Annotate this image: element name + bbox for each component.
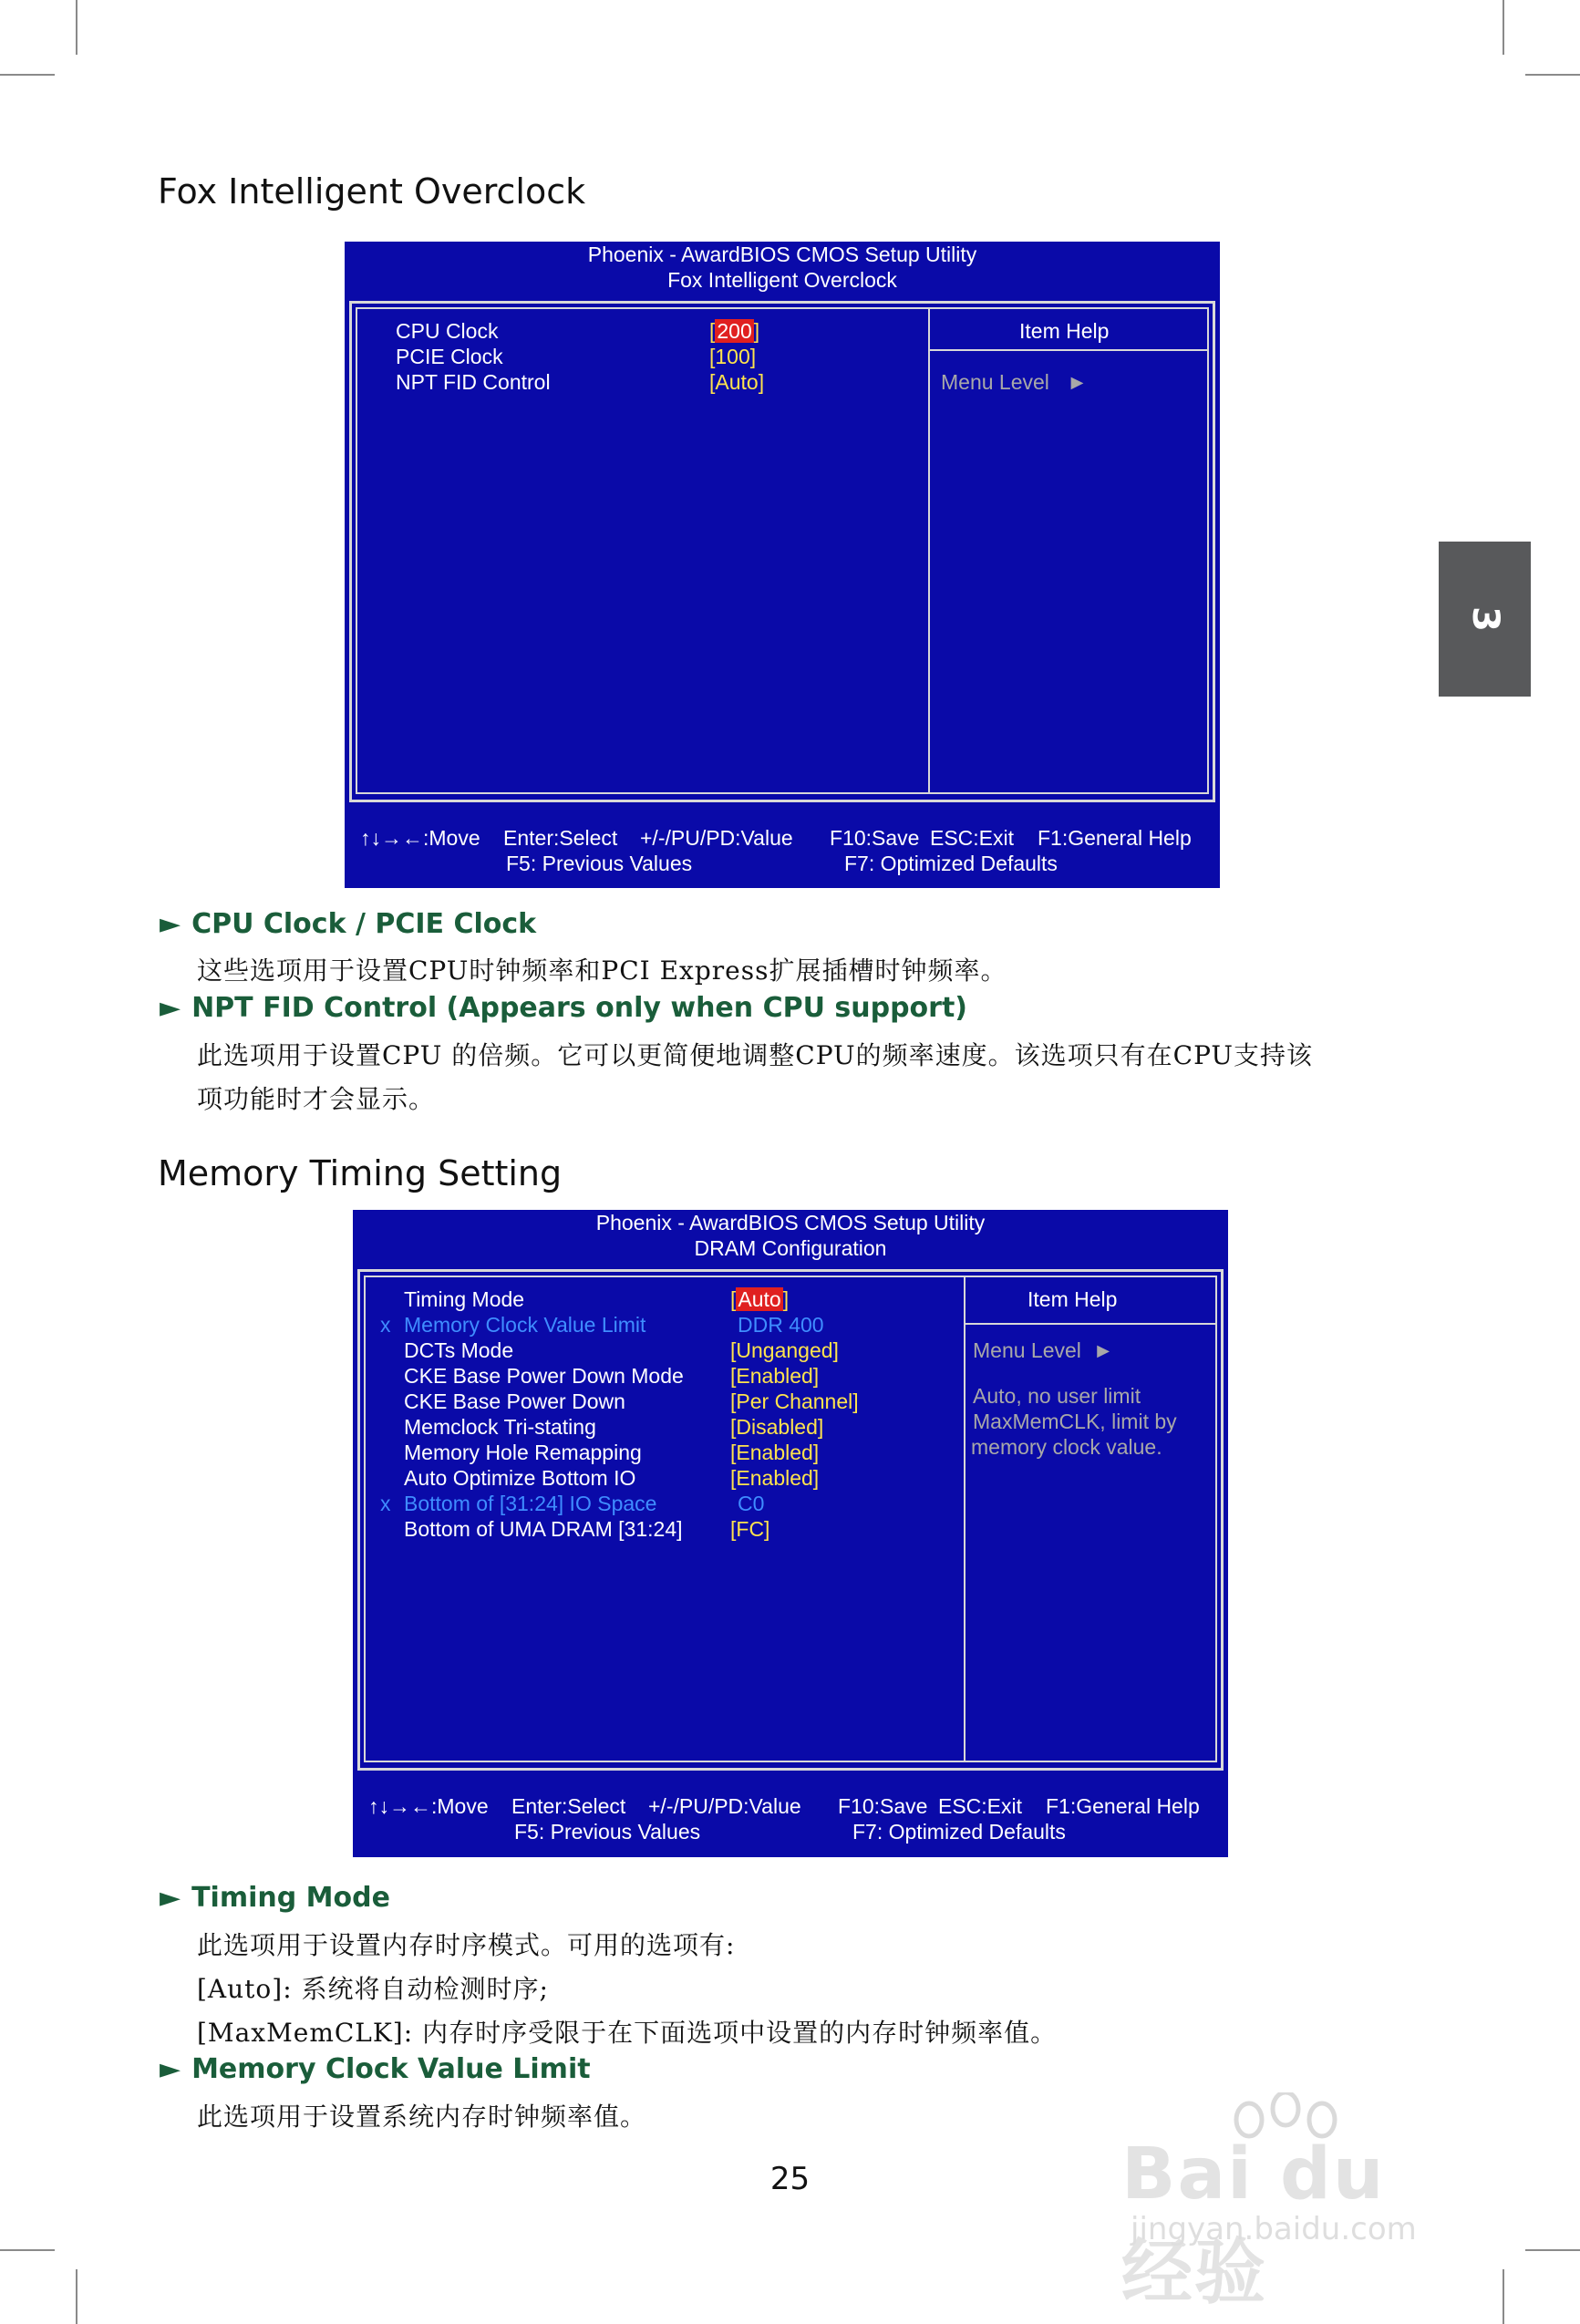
footer-enter: Enter:Select [511, 1794, 626, 1818]
desc-memory-clock-limit: 此选项用于设置系统内存时钟频率值。 [197, 2102, 647, 2132]
crop-mark [1525, 74, 1580, 76]
desc-npt-fid-2: 项功能时才会显示。 [197, 1084, 436, 1114]
heading-memory-clock-limit: ► Memory Clock Value Limit [160, 2053, 591, 2085]
desc-timing-3: [MaxMemCLK]: 内存时序受限于在下面选项中设置的内存时钟频率值。 [197, 2018, 1058, 2048]
bullet-arrow-icon: ► [160, 908, 181, 940]
footer-exit: ESC:Exit [930, 826, 1015, 850]
bios-item-label[interactable]: CKE Base Power Down Mode [404, 1364, 684, 1388]
bios-item-value[interactable]: [Unganged] [730, 1338, 839, 1362]
selected-value[interactable]: 200 [717, 319, 752, 343]
crop-mark [0, 2249, 55, 2251]
item-help-heading: Item Help [1028, 1287, 1118, 1311]
bios-item-label: Memory Clock Value Limit [404, 1313, 646, 1337]
bios-item-value[interactable]: [Enabled] [730, 1441, 820, 1464]
footer-enter: Enter:Select [503, 826, 618, 850]
bios-header-subtitle: DRAM Configuration [694, 1236, 887, 1260]
section-title-memory: Memory Timing Setting [158, 1153, 563, 1193]
footer-previous: F5: Previous Values [506, 852, 693, 875]
heading-timing-mode: ► Timing Mode [160, 1882, 390, 1914]
bios-item-value[interactable]: [Enabled] [730, 1466, 820, 1490]
heading-npt-fid: ► NPT FID Control (Appears only when CPU support) [160, 992, 968, 1024]
footer-value: +/-/PU/PD:Value [640, 826, 793, 850]
footer-defaults: F7: Optimized Defaults [852, 1820, 1066, 1844]
bios-item-value[interactable]: [Auto] [709, 370, 765, 394]
help-text-line: MaxMemCLK, limit by [973, 1410, 1177, 1433]
crop-mark [76, 0, 77, 55]
footer-save: F10:Save [830, 826, 920, 850]
bios-item-label[interactable]: DCTs Mode [404, 1338, 514, 1362]
bios-item-value[interactable]: [FC] [730, 1517, 770, 1541]
footer-help: F1:General Help [1046, 1794, 1200, 1818]
crop-mark [1503, 0, 1504, 55]
baidu-watermark [1117, 2092, 1482, 2314]
bios-item-value[interactable]: [Auto] [730, 1287, 790, 1311]
help-text-line: memory clock value. [971, 1435, 1162, 1459]
footer-defaults: F7: Optimized Defaults [844, 852, 1058, 875]
menu-level-label: Menu Level ► [973, 1338, 1114, 1362]
footer-previous: F5: Previous Values [514, 1820, 701, 1844]
bullet-arrow-icon: ► [160, 992, 181, 1024]
desc-npt-fid-1: 此选项用于设置CPU 的倍频。它可以更简便地调整CPU的频率速度。该选项只有在CPU支持该 [197, 1040, 1314, 1070]
footer-move: ↑↓→←:Move [360, 826, 480, 850]
bios-item-label[interactable]: PCIE Clock [396, 345, 503, 368]
footer-value: +/-/PU/PD:Value [648, 1794, 801, 1818]
bios-item-value[interactable]: [Disabled] [730, 1415, 824, 1439]
crop-mark [1503, 2269, 1504, 2324]
bios-item-label[interactable]: Memory Hole Remapping [404, 1441, 642, 1464]
selected-value[interactable]: Auto [738, 1287, 781, 1311]
menu-level-label: Menu Level ► [941, 370, 1088, 394]
bios-help-divider [964, 1323, 1215, 1325]
bios-divider [928, 307, 930, 794]
bios-item-label[interactable]: Memclock Tri-stating [404, 1415, 596, 1439]
bios-item-value[interactable]: [200] [709, 319, 760, 343]
help-text-line: Auto, no user limit [973, 1384, 1141, 1408]
watermark-logo-text: Bai du 经验 [1121, 2133, 1386, 2314]
menu-level-arrow-icon: ► [1092, 1338, 1114, 1362]
footer-move: ↑↓→←:Move [368, 1794, 489, 1818]
watermark-url: jingyan.baidu.com [1131, 2211, 1417, 2247]
bios-item-label[interactable]: CKE Base Power Down [404, 1389, 625, 1413]
crop-mark [1525, 2249, 1580, 2251]
bios-header-title: Phoenix - AwardBIOS CMOS Setup Utility [595, 1211, 986, 1234]
disabled-marker: x [380, 1313, 391, 1337]
desc-timing-2: [Auto]: 系统将自动检测时序; [197, 1974, 549, 2004]
bullet-arrow-icon: ► [160, 2053, 181, 2085]
chapter-number: 3 [1463, 606, 1506, 632]
section-title-fox: Fox Intelligent Overclock [158, 171, 586, 212]
bios-item-value[interactable]: [100] [709, 345, 757, 368]
chapter-tab [1439, 542, 1531, 697]
bullet-arrow-icon: ► [160, 1882, 181, 1914]
item-help-heading: Item Help [1019, 319, 1110, 343]
disabled-marker: x [380, 1492, 391, 1515]
footer-exit: ESC:Exit [938, 1794, 1023, 1818]
bios-item-label[interactable]: Bottom of UMA DRAM [31:24] [404, 1517, 683, 1541]
bios-item-value[interactable]: [Enabled] [730, 1364, 820, 1388]
footer-help: F1:General Help [1038, 826, 1192, 850]
footer-save: F10:Save [838, 1794, 928, 1818]
bios-help-divider [928, 349, 1207, 351]
bios-divider [964, 1276, 966, 1762]
crop-mark [76, 2269, 77, 2324]
menu-level-arrow-icon: ► [1067, 370, 1088, 394]
bios-header-subtitle: Fox Intelligent Overclock [667, 268, 897, 292]
bios-item-value: DDR 400 [738, 1313, 824, 1337]
crop-mark [0, 74, 55, 76]
bios-item-label[interactable]: Timing Mode [404, 1287, 525, 1311]
bios-item-label[interactable]: NPT FID Control [396, 370, 551, 394]
heading-cpu-clock: ► CPU Clock / PCIE Clock [160, 908, 537, 940]
desc-cpu-clock: 这些选项用于设置CPU时钟频率和PCI Express扩展插槽时钟频率。 [197, 955, 1007, 986]
bios-item-label[interactable]: CPU Clock [396, 319, 499, 343]
bios-item-label[interactable]: Auto Optimize Bottom IO [404, 1466, 636, 1490]
bios-item-value[interactable]: [Per Channel] [730, 1389, 859, 1413]
bios-item-value: C0 [738, 1492, 765, 1515]
page-number: 25 [769, 2161, 811, 2197]
bios-item-label: Bottom of [31:24] IO Space [404, 1492, 657, 1515]
bios-header-title: Phoenix - AwardBIOS CMOS Setup Utility [587, 243, 977, 266]
bios-screen-fox [345, 242, 1220, 888]
bios-screen-dram [353, 1210, 1228, 1857]
desc-timing-1: 此选项用于设置内存时序模式。可用的选项有: [197, 1930, 736, 1960]
